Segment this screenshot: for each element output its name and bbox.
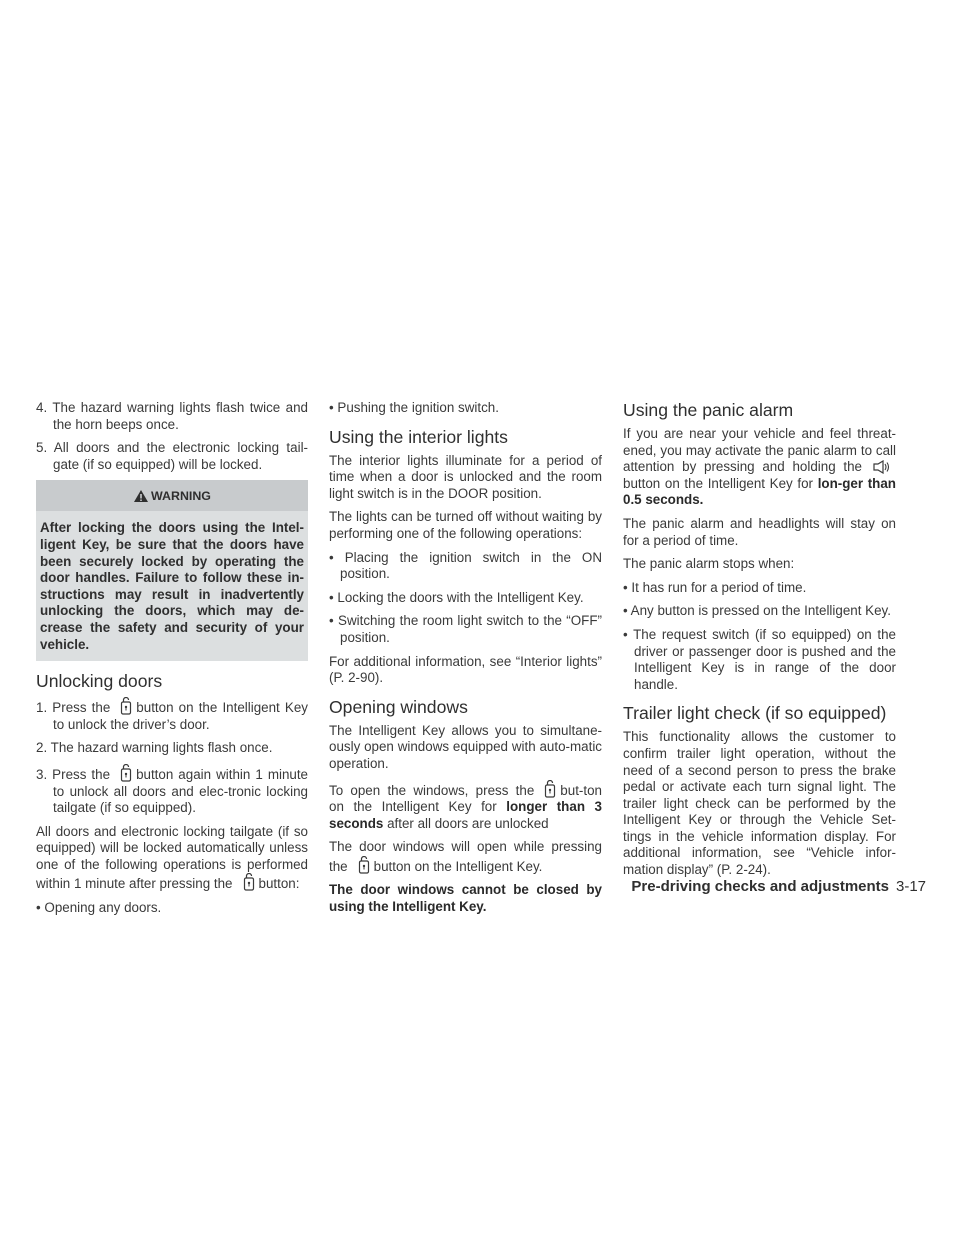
interior-paragraph-2: The lights can be turned off without waiting by performing one of the following operations: bbox=[329, 509, 602, 541]
unlock-step-3-b: button again within 1 minute to unlock all doors and elec-tronic locking tailgate (if so equipped). bbox=[53, 766, 309, 816]
warning-triangle-icon bbox=[133, 489, 149, 503]
unlock-key-icon bbox=[544, 780, 556, 798]
panic-paragraph-1 bbox=[623, 426, 896, 509]
heading-unlocking-doors: Unlocking doors bbox=[36, 671, 163, 692]
panic-paragraph-3: The panic alarm stops when: bbox=[623, 556, 795, 572]
panic-paragraph-2: The panic alarm and headlights will stay on for a period of time. bbox=[623, 515, 896, 548]
panic-bullet-3: • The request switch (if so equipped) on the driver or passenger door is pushed and the Intelligent Key is in range of the door handle. bbox=[623, 626, 896, 692]
unlock-step-2: 2. The hazard warning lights flash once. bbox=[36, 740, 273, 756]
auto-lock-text-b: button: bbox=[258, 876, 300, 892]
warning-header bbox=[36, 480, 308, 511]
windows-paragraph-1: The Intelligent Key allows you to simultane-ously open windows equipped with auto-matic operation. bbox=[329, 722, 602, 771]
windows-p4-bold: The door windows cannot be closed by using the Intelligent Key. bbox=[329, 882, 602, 915]
windows-p2-c: after all doors are unlocked bbox=[387, 815, 549, 831]
unlock-step-3 bbox=[36, 764, 308, 817]
unlock-key-icon bbox=[243, 873, 255, 891]
windows-p3-a: The door windows will open while pressing the bbox=[329, 839, 602, 874]
heading-interior-lights: Using the interior lights bbox=[329, 426, 508, 447]
heading-opening-windows: Opening windows bbox=[329, 696, 468, 717]
unlock-key-icon bbox=[120, 764, 132, 782]
unlock-step-1-b: button on the Intelligent Key to unlock the driver’s door. bbox=[53, 700, 308, 732]
heading-panic-alarm: Using the panic alarm bbox=[623, 400, 794, 420]
step-5: 5. All doors and the electronic locking tail-gate (if so equipped) will be locked. bbox=[36, 440, 308, 472]
interior-paragraph-1: The interior lights illuminate for a period of time when a door is unlocked and the room light switch is in the DOOR position. bbox=[329, 452, 602, 501]
panic-p1-b: button on the Intelligent Key for bbox=[623, 475, 814, 491]
interior-bullet-3: • Switching the room light switch to the “OFF” position. bbox=[329, 613, 602, 645]
interior-bullet-2: • Locking the doors with the Intelligent Key. bbox=[329, 589, 584, 605]
column-right bbox=[623, 400, 896, 886]
windows-p2-a: To open the windows, press the bbox=[329, 782, 535, 798]
panic-bullet-2: • Any button is pressed on the Intelligent Key. bbox=[623, 603, 891, 619]
unlock-key-icon bbox=[120, 697, 132, 715]
windows-paragraph-3 bbox=[329, 839, 602, 875]
panic-p1-bold: lon-ger than 0.5 seconds. bbox=[623, 475, 896, 508]
auto-lock-text-a: All doors and electronic locking tailgate (if so equipped) will be locked automatically unless one of the following operations is performed within 1 minute after pressing the bbox=[36, 823, 308, 892]
column-middle bbox=[329, 400, 602, 923]
heading-trailer-light-check: Trailer light check (if so equipped) bbox=[623, 703, 887, 724]
page-number: 3-17 bbox=[896, 878, 927, 895]
warning-title: WARNING bbox=[151, 488, 211, 503]
interior-bullet-1: • Placing the ignition switch in the ON position. bbox=[329, 549, 602, 582]
panic-horn-icon bbox=[872, 460, 892, 474]
column-left bbox=[36, 400, 308, 924]
auto-lock-paragraph bbox=[36, 824, 308, 893]
footer-section-title: Pre-driving checks and adjustments bbox=[631, 878, 889, 895]
trailer-paragraph-1: This functionality allows the customer to confirm trailer light operation, without the need of a second person to press the brake pedal or activate each turn signal light. The trailer light check can be performed by the Intelligent Key or through the Vehicle Set-tings in the vehicle information display. For additional information, see “Vehicle infor-mation display” (P. 2-24). bbox=[623, 729, 896, 878]
bullet-pushing-ignition: • Pushing the ignition switch. bbox=[329, 400, 499, 415]
windows-p2-b: but-ton on the Intelligent Key for bbox=[329, 782, 602, 815]
windows-paragraph-4 bbox=[329, 882, 602, 915]
windows-paragraph-2 bbox=[329, 780, 602, 833]
warning-box bbox=[36, 480, 308, 661]
panic-bullet-1: • It has run for a period of time. bbox=[623, 579, 807, 595]
unlock-step-1-a: 1. Press the bbox=[36, 700, 111, 716]
warning-text: After locking the doors using the Intel-ligent Key, be sure that the doors have been securely locked by operating the door handles. Failure to follow these in-structions may result in inadvertently unlocking the doors, which may de-crease the safety and security of your vehicle. bbox=[40, 520, 304, 652]
unlock-key-icon bbox=[358, 856, 370, 874]
step-4: 4. The hazard warning lights flash twice and the horn beeps once. bbox=[36, 400, 308, 432]
unlock-step-3-a: 3. Press the bbox=[36, 766, 111, 782]
unlock-step-1 bbox=[36, 697, 308, 733]
windows-p2-bold: longer than 3 seconds bbox=[329, 799, 602, 831]
panic-p1-a: If you are near your vehicle and feel threat-ened, you may activate the panic alarm to call attention by pressing and holding the bbox=[623, 426, 896, 475]
windows-p3-b: button on the Intelligent Key. bbox=[373, 858, 543, 874]
bullet-opening-doors: • Opening any doors. bbox=[36, 900, 162, 916]
interior-paragraph-3: For additional information, see “Interior lights” (P. 2-90). bbox=[329, 653, 602, 686]
